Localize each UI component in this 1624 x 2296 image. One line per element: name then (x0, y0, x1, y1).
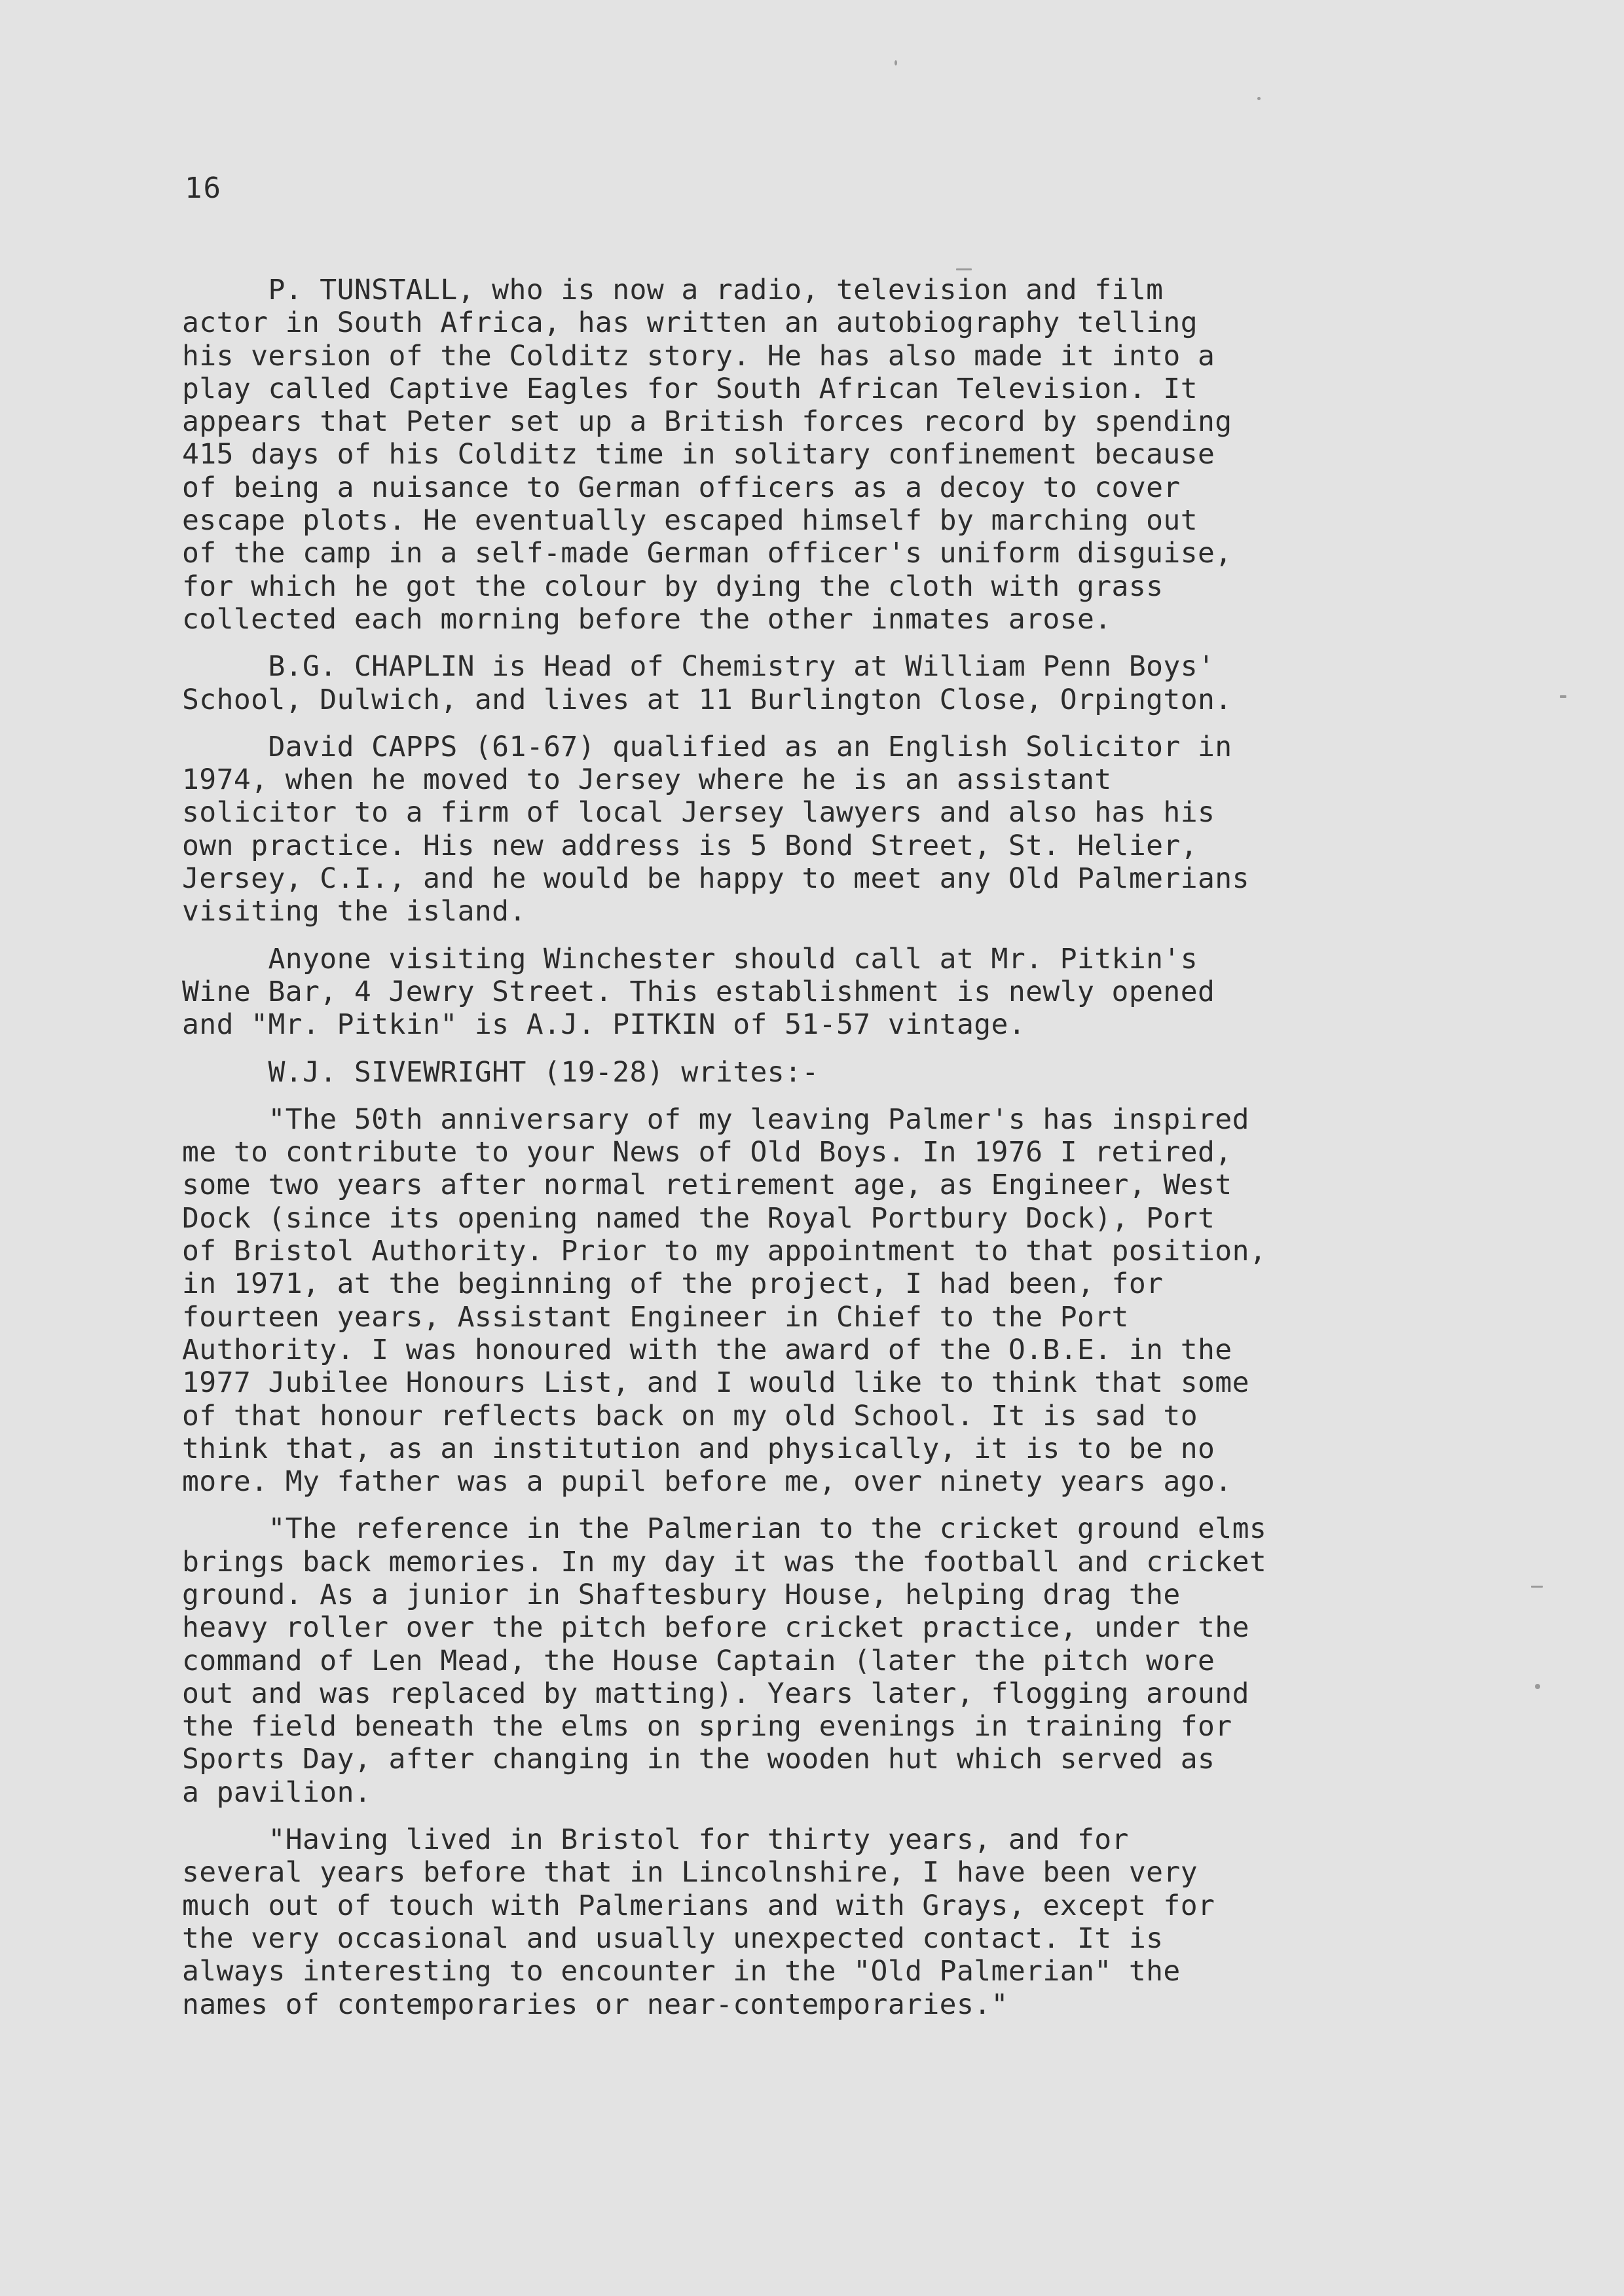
paragraph-capps (182, 731, 1466, 928)
paragraph-tunstall (182, 274, 1466, 636)
text-line: visiting the island. (182, 895, 526, 928)
text-line: me to contribute to your News of Old Boys. In 1976 I retired, (182, 1136, 1232, 1169)
scan-speck (956, 268, 972, 270)
text-line: for which he got the colour by dying the cloth with grass (182, 570, 1164, 603)
text-line: solicitor to a firm of local Jersey lawyers and also has his (182, 796, 1215, 829)
text-line: B.G. CHAPLIN is Head of Chemistry at William Penn Boys' (182, 650, 1215, 683)
text-line: much out of touch with Palmerians and with Grays, except for (182, 1889, 1215, 1922)
scan-speck (1560, 695, 1566, 698)
text-line: W.J. SIVEWRIGHT (19-28) writes:- (182, 1055, 819, 1089)
text-line: Dock (since its opening named the Royal Portbury Dock), Port (182, 1201, 1215, 1235)
text-line: "The 50th anniversary of my leaving Palmer's has inspired (182, 1102, 1249, 1136)
text-line: in 1971, at the beginning of the project, I had been, for (182, 1267, 1164, 1301)
text-line: own practice. His new address is 5 Bond Street, St. Helier, (182, 829, 1198, 862)
text-line: ground. As a junior in Shaftesbury House, helping drag the (182, 1578, 1181, 1611)
text-line: P. TUNSTALL, who is now a radio, television and film (182, 274, 1164, 306)
text-line: his version of the Colditz story. He has also made it into a (182, 339, 1215, 373)
article-body (182, 274, 1466, 2021)
text-line: names of contemporaries or near-contemporaries." (182, 1988, 1008, 2021)
text-line: David CAPPS (61-67) qualified as an English Solicitor in (182, 730, 1232, 763)
paragraph-sivewright-letter-1 (182, 1103, 1466, 1499)
text-line: a pavilion. (182, 1776, 372, 1809)
text-line: think that, as an institution and physically, it is to be no (182, 1432, 1215, 1465)
text-line: play called Captive Eagles for South African Television. It (182, 372, 1198, 405)
text-line: of the camp in a self-made German officer's uniform disguise, (182, 537, 1232, 570)
scan-speck (1535, 1684, 1540, 1689)
text-line: of that honour reflects back on my old School. It is sad to (182, 1399, 1198, 1432)
paragraph-pitkin (182, 943, 1466, 1042)
text-line: 415 days of his Colditz time in solitary confinement because (182, 438, 1215, 471)
text-line: 1977 Jubilee Honours List, and I would like to think that some (182, 1366, 1249, 1400)
text-line: Sports Day, after changing in the wooden hut which served as (182, 1743, 1215, 1776)
paragraph-sivewright-letter-2 (182, 1512, 1466, 1809)
text-line: School, Dulwich, and lives at 11 Burlington Close, Orpington. (182, 683, 1232, 716)
text-line: Wine Bar, 4 Jewry Street. This establishment is newly opened (182, 975, 1215, 1008)
text-line: Jersey, C.I., and he would be happy to meet any Old Palmerians (182, 862, 1249, 896)
scan-speck (1257, 97, 1261, 100)
text-line: Anyone visiting Winchester should call at Mr. Pitkin's (182, 942, 1198, 975)
text-line: of Bristol Authority. Prior to my appointment to that position, (182, 1235, 1267, 1268)
scan-speck (895, 60, 897, 65)
paragraph-sivewright-intro (182, 1056, 1466, 1089)
text-line: and "Mr. Pitkin" is A.J. PITKIN of 51-57 vintage. (182, 1008, 1026, 1042)
text-line: escape plots. He eventually escaped himself by marching out (182, 504, 1198, 538)
text-line: actor in South Africa, has written an autobiography telling (182, 306, 1198, 340)
text-line: the very occasional and usually unexpected contact. It is (182, 1922, 1164, 1955)
text-line: collected each morning before the other inmates arose. (182, 602, 1112, 636)
paragraph-chaplin (182, 650, 1466, 716)
text-line: command of Len Mead, the House Captain (later the pitch wore (182, 1644, 1215, 1677)
text-line: out and was replaced by matting). Years later, flogging around (182, 1677, 1249, 1710)
text-line: 1974, when he moved to Jersey where he is an assistant (182, 763, 1112, 797)
text-line: of being a nuisance to German officers as a decoy to cover (182, 471, 1181, 504)
text-line: some two years after normal retirement age, as Engineer, West (182, 1169, 1232, 1202)
text-line: "The reference in the Palmerian to the cricket ground elms (182, 1512, 1267, 1546)
text-line: fourteen years, Assistant Engineer in Chief to the Port (182, 1300, 1129, 1334)
text-line: brings back memories. In my day it was the football and cricket (182, 1545, 1267, 1578)
page-number: 16 (185, 172, 222, 205)
paragraph-sivewright-letter-3 (182, 1823, 1466, 2021)
text-line: always interesting to encounter in the "Old Palmerian" the (182, 1955, 1181, 1988)
text-line: Authority. I was honoured with the award of the O.B.E. in the (182, 1333, 1232, 1366)
scan-speck (1531, 1586, 1543, 1588)
text-line: appears that Peter set up a British forces record by spending (182, 405, 1232, 439)
text-line: the field beneath the elms on spring evenings in training for (182, 1710, 1232, 1743)
text-line: "Having lived in Bristol for thirty years, and for (182, 1823, 1129, 1857)
text-line: heavy roller over the pitch before cricket practice, under the (182, 1611, 1249, 1645)
text-line: more. My father was a pupil before me, over ninety years ago. (182, 1465, 1232, 1499)
text-line: several years before that in Lincolnshire, I have been very (182, 1856, 1198, 1889)
